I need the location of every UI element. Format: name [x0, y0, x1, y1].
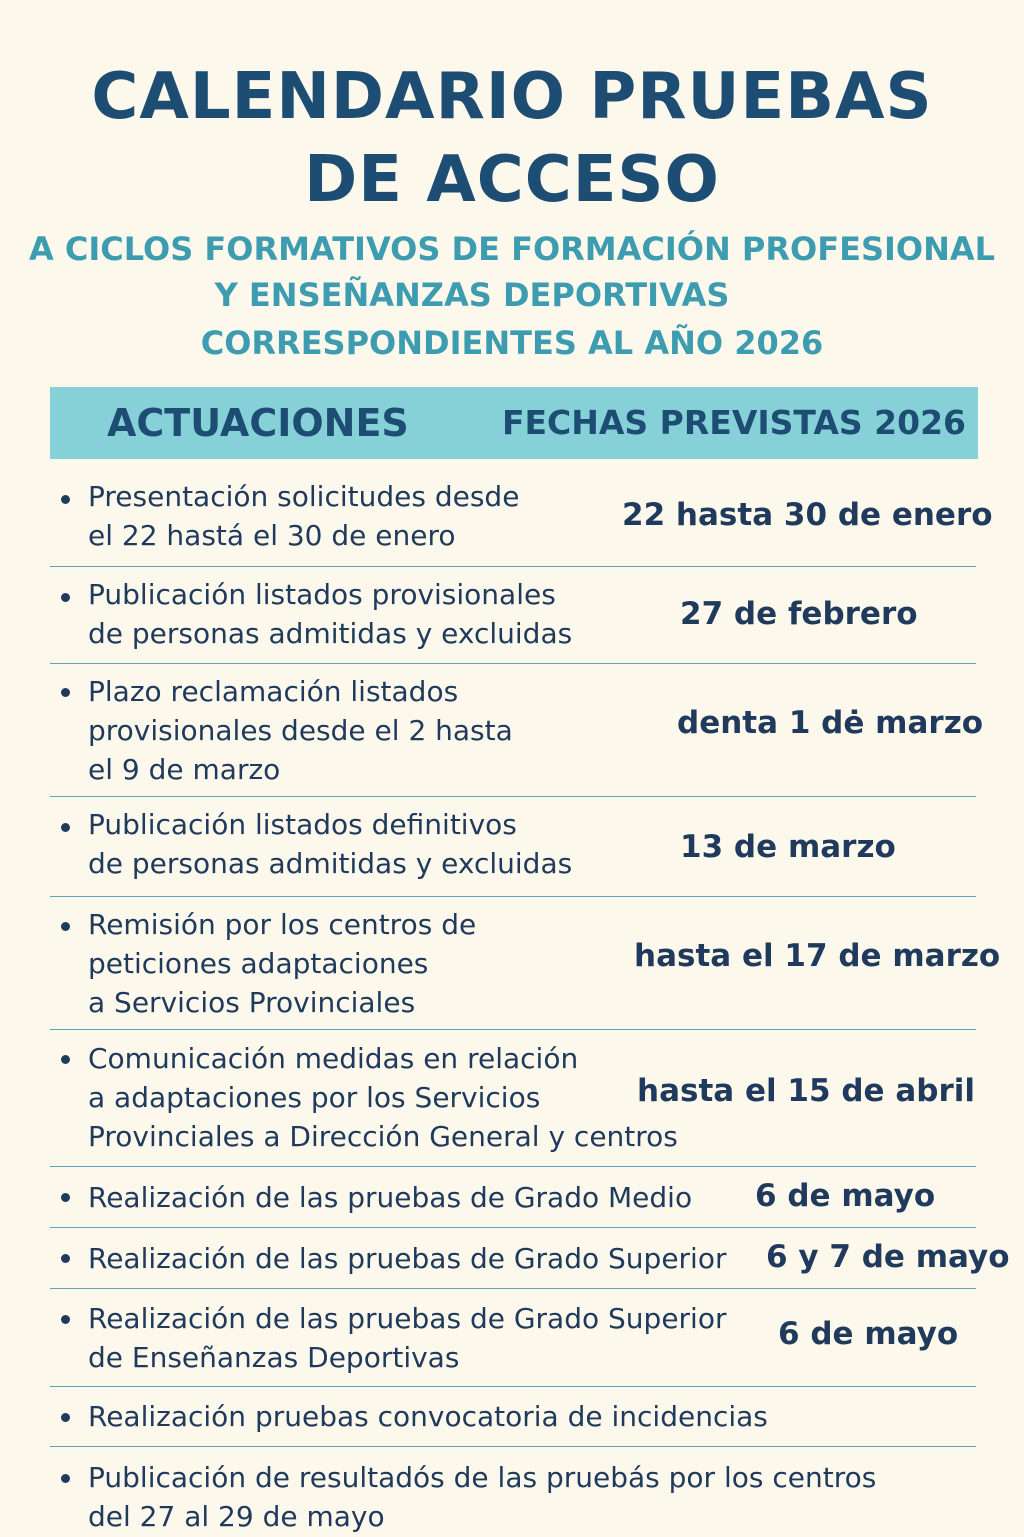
row-date: 22 hasta 30 de enero: [622, 497, 993, 533]
table-row: [50, 1228, 1010, 1289]
table-row: [50, 1387, 976, 1447]
page-title-line-1: CALENDARIO PRUEBAS: [91, 60, 933, 134]
bullet-icon: [61, 593, 70, 602]
row-action: Realización pruebas convocatoria de incidencias: [88, 1400, 768, 1433]
row-action: Publicación listados provisionales de personas admitidas y excluidas: [88, 578, 573, 650]
row-action: Realización de las pruebas de Grado Superior de Enseñanzas Deportivas: [88, 1302, 727, 1374]
bullet-icon: [61, 1413, 70, 1422]
bullet-icon: [61, 688, 70, 697]
row-action: Realización de las pruebas de Grado Medio: [88, 1181, 693, 1214]
row-action: Presentación solicitudes desde el 22 hastá el 30 de enero: [88, 480, 520, 552]
table-row: [50, 1030, 976, 1167]
row-date: hasta el 15 de abril: [637, 1073, 976, 1109]
row-date: denta 1 dė marzo: [677, 705, 984, 741]
column-header-actions: ACTUACIONES: [107, 401, 409, 445]
row-action: Plazo reclamación listados provisionales desde el 2 hasta el 9 de marzo: [88, 675, 513, 786]
bullet-icon: [61, 922, 70, 931]
row-date: 6 de mayo: [755, 1178, 936, 1214]
table-row: [50, 1289, 976, 1387]
bullet-icon: [61, 823, 70, 832]
row-action: Remisión por los centros de peticiones adaptaciones a Servicios Provinciales: [88, 908, 477, 1019]
bullet-icon: [61, 1254, 70, 1263]
row-action: Publicación de resultadós de las pruebás por los centros del 27 al 29 de mayo: [88, 1461, 877, 1533]
row-date: 27 de febrero: [680, 596, 918, 632]
row-action: Realización de las pruebas de Grado Superior: [88, 1242, 727, 1275]
table-row: [50, 797, 976, 897]
schedule-table: [50, 459, 1010, 1537]
table-header: [50, 387, 978, 459]
column-header-dates: FECHAS PREVISTAS 2026: [501, 403, 966, 442]
row-date: 6 y 7 de mayo: [766, 1239, 1010, 1275]
table-row: [50, 567, 976, 664]
subtitle-line-3: CORRESPONDIENTES AL AÑO 2026: [200, 324, 824, 362]
table-row: [50, 459, 993, 567]
subtitle-line-2: Y ENSEÑANZAS DEPORTIVAS: [214, 276, 730, 314]
bullet-icon: [61, 495, 70, 504]
bullet-icon: [61, 1193, 70, 1202]
bullet-icon: [61, 1055, 70, 1064]
table-row: [50, 897, 1001, 1030]
row-action: Comunicación medidas en relación a adaptaciones por los Servicios Provinciales a Dirección General y centros: [88, 1042, 678, 1153]
row-action: Publicación listados definitivos de personas admitidas y excluidas: [88, 808, 573, 880]
row-date: 13 de marzo: [680, 829, 896, 865]
page-title-line-2: DE ACCESO: [304, 143, 720, 217]
table-row: [50, 1447, 976, 1537]
table-row: [50, 664, 984, 797]
bullet-icon: [61, 1315, 70, 1324]
table-row: [50, 1167, 976, 1228]
row-date: 6 de mayo: [778, 1316, 959, 1352]
subtitle-line-1: A CICLOS FORMATIVOS DE FORMACIÓN PROFESIONAL: [28, 230, 996, 268]
row-date: hasta el 17 de marzo: [634, 938, 1001, 974]
bullet-icon: [61, 1474, 70, 1483]
